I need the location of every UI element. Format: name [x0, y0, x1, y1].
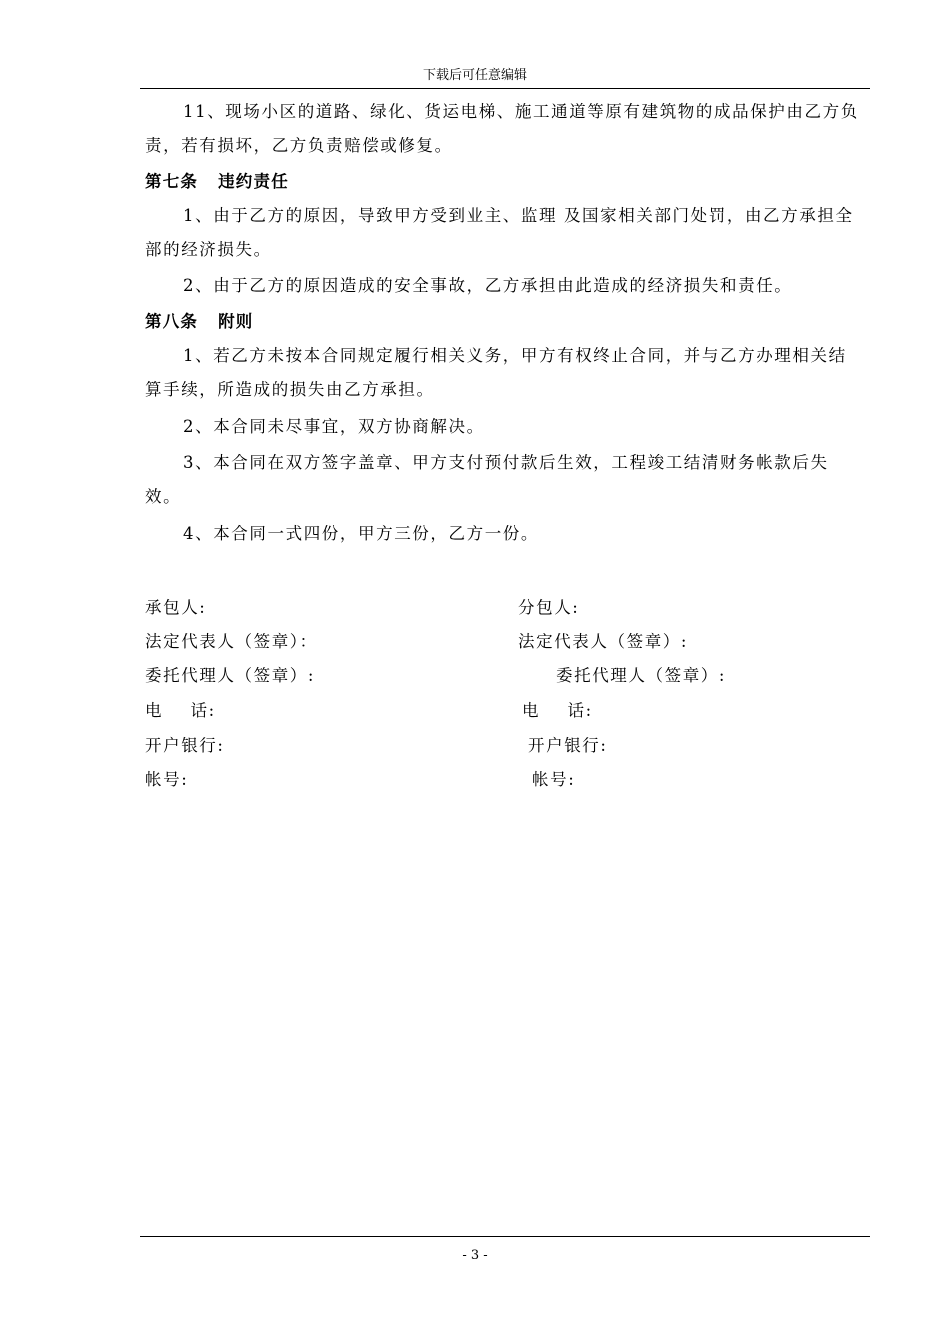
paragraph-art8-item3: 3、本合同在双方签字盖章、甲方支付预付款后生效，工程竣工结清财务帐款后失效。	[145, 453, 829, 506]
subcontractor-account-label: 帐号:	[532, 770, 576, 789]
contractor-account-label: 帐号:	[145, 770, 189, 789]
article-7-heading	[145, 165, 860, 199]
subcontractor-phone-label: 电 话:	[522, 701, 593, 720]
article-7-title: 违约责任	[218, 172, 289, 191]
article-8-heading	[145, 305, 860, 339]
paragraph-art7-item1: 1、由于乙方的原因，导致甲方受到业主、监理 及国家相关部门处罚，由乙方承担全部的经济损失。	[145, 206, 854, 259]
article-7-number: 第七条	[145, 172, 199, 191]
paragraph-art8-item4: 4、本合同一式四份，甲方三份，乙方一份。	[183, 524, 539, 543]
contractor-legal-rep-label: 法定代表人（签章）：	[145, 632, 318, 651]
header-rule	[140, 88, 870, 89]
contractor-label: 承包人:	[145, 598, 207, 617]
subcontractor-label: 分包人:	[518, 598, 580, 617]
contractor-phone-label: 电 话:	[145, 701, 216, 720]
footer-rule	[140, 1236, 870, 1237]
paragraph-art6-item11: 11、现场小区的道路、绿化、货运电梯、施工通道等原有建筑物的成品保护由乙方负责，若有损坏，乙方负责赔偿或修复。	[145, 102, 859, 155]
paragraph-art8-item1: 1、若乙方未按本合同规定履行相关义务，甲方有权终止合同，并与乙方办理相关结算手续，所造成的损失由乙方承担。	[145, 346, 847, 399]
article-8-number: 第八条	[145, 312, 199, 331]
subcontractor-bank-label: 开户银行:	[528, 736, 608, 755]
paragraph-art8-item2: 2、本合同未尽事宜，双方协商解决。	[183, 417, 485, 436]
page-number: - 3 -	[462, 1248, 488, 1263]
contractor-bank-label: 开户银行:	[145, 736, 225, 755]
article-8-title: 附则	[218, 312, 254, 331]
contractor-agent-label: 委托代理人（签章）:	[145, 666, 316, 685]
subcontractor-legal-rep-label: 法定代表人（签章）:	[518, 632, 689, 651]
page-header: 下载后可任意编辑	[422, 68, 527, 83]
paragraph-art7-item2: 2、由于乙方的原因造成的安全事故，乙方承担由此造成的经济损失和责任。	[183, 276, 793, 295]
subcontractor-agent-label: 委托代理人（签章）:	[556, 666, 727, 685]
